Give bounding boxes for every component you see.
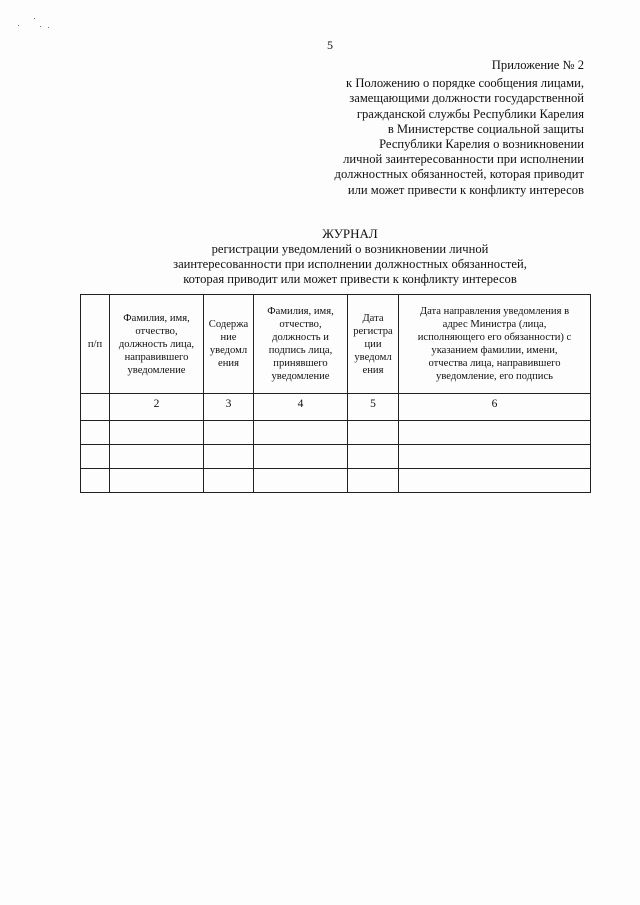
- table-cell: [254, 469, 348, 493]
- column-number-cell: 6: [399, 394, 591, 421]
- table-cell: [110, 469, 204, 493]
- header-cell-content: Содержа ние уведомл ения: [204, 295, 254, 394]
- column-number-cell: 2: [110, 394, 204, 421]
- column-number-row: [81, 394, 591, 421]
- header-cell-registration-date: Дата регистра ции уведомл ения: [348, 295, 399, 394]
- table-cell: [81, 421, 110, 445]
- appendix-line: замещающими должности государственной: [349, 91, 584, 106]
- appendix-line: должностных обязанностей, которая приводит: [334, 167, 584, 182]
- table-cell: [254, 421, 348, 445]
- table-cell: [204, 469, 254, 493]
- page-number: 5: [327, 38, 333, 52]
- appendix-title: Приложение № 2: [491, 58, 584, 72]
- table-cell: [81, 445, 110, 469]
- column-number-cell: [81, 394, 110, 421]
- journal-title: ЖУРНАЛ: [322, 226, 378, 241]
- header-cell-sending-date: Дата направления уведомления в адрес Министра (лица, исполняющего его обязанности) с указанием фамилии, имени, отчества лица, направившего уведомление, его подпись: [399, 295, 591, 394]
- registry-table: [80, 294, 591, 493]
- column-number-cell: 3: [204, 394, 254, 421]
- table-cell: [399, 469, 591, 493]
- appendix-line: гражданской службы Республики Карелия: [356, 106, 584, 121]
- appendix-line: к Положению о порядке сообщения лицами,: [346, 76, 584, 91]
- column-number-cell: 4: [254, 394, 348, 421]
- table-cell: [399, 445, 591, 469]
- table-header-row: [81, 295, 591, 394]
- table-row: [81, 445, 591, 469]
- scan-speck: [14, 18, 54, 30]
- table-cell: [254, 445, 348, 469]
- table-cell: [348, 469, 399, 493]
- appendix-line: личной заинтересованности при исполнении: [343, 152, 584, 167]
- journal-subtitle-line: регистрации уведомлений о возникновении личной: [211, 242, 489, 256]
- journal-subtitle-line: заинтересованности при исполнении должностных обязанностей,: [173, 257, 527, 271]
- table-cell: [348, 445, 399, 469]
- appendix-header: [294, 58, 584, 198]
- table-cell: [348, 421, 399, 445]
- table-cell: [110, 421, 204, 445]
- table-cell: [81, 469, 110, 493]
- table-cell: [399, 421, 591, 445]
- table-cell: [204, 445, 254, 469]
- header-cell-receiver: Фамилия, имя, отчество, должность и подпись лица, принявшего уведомление: [254, 295, 348, 394]
- journal-heading: [0, 226, 640, 287]
- journal-subtitle-line: которая приводит или может привести к конфликту интересов: [183, 272, 517, 286]
- table-row: [81, 421, 591, 445]
- table-row: [81, 469, 591, 493]
- appendix-line: или может привести к конфликту интересов: [347, 182, 584, 197]
- header-cell-sender: Фамилия, имя, отчество, должность лица, направившего уведомление: [110, 295, 204, 394]
- column-number-cell: 5: [348, 394, 399, 421]
- header-cell-number: п/п: [81, 295, 110, 394]
- table-cell: [110, 445, 204, 469]
- appendix-line: в Министерстве социальной защиты: [387, 121, 584, 136]
- table-cell: [204, 421, 254, 445]
- appendix-line: Республики Карелия о возникновении: [379, 137, 584, 152]
